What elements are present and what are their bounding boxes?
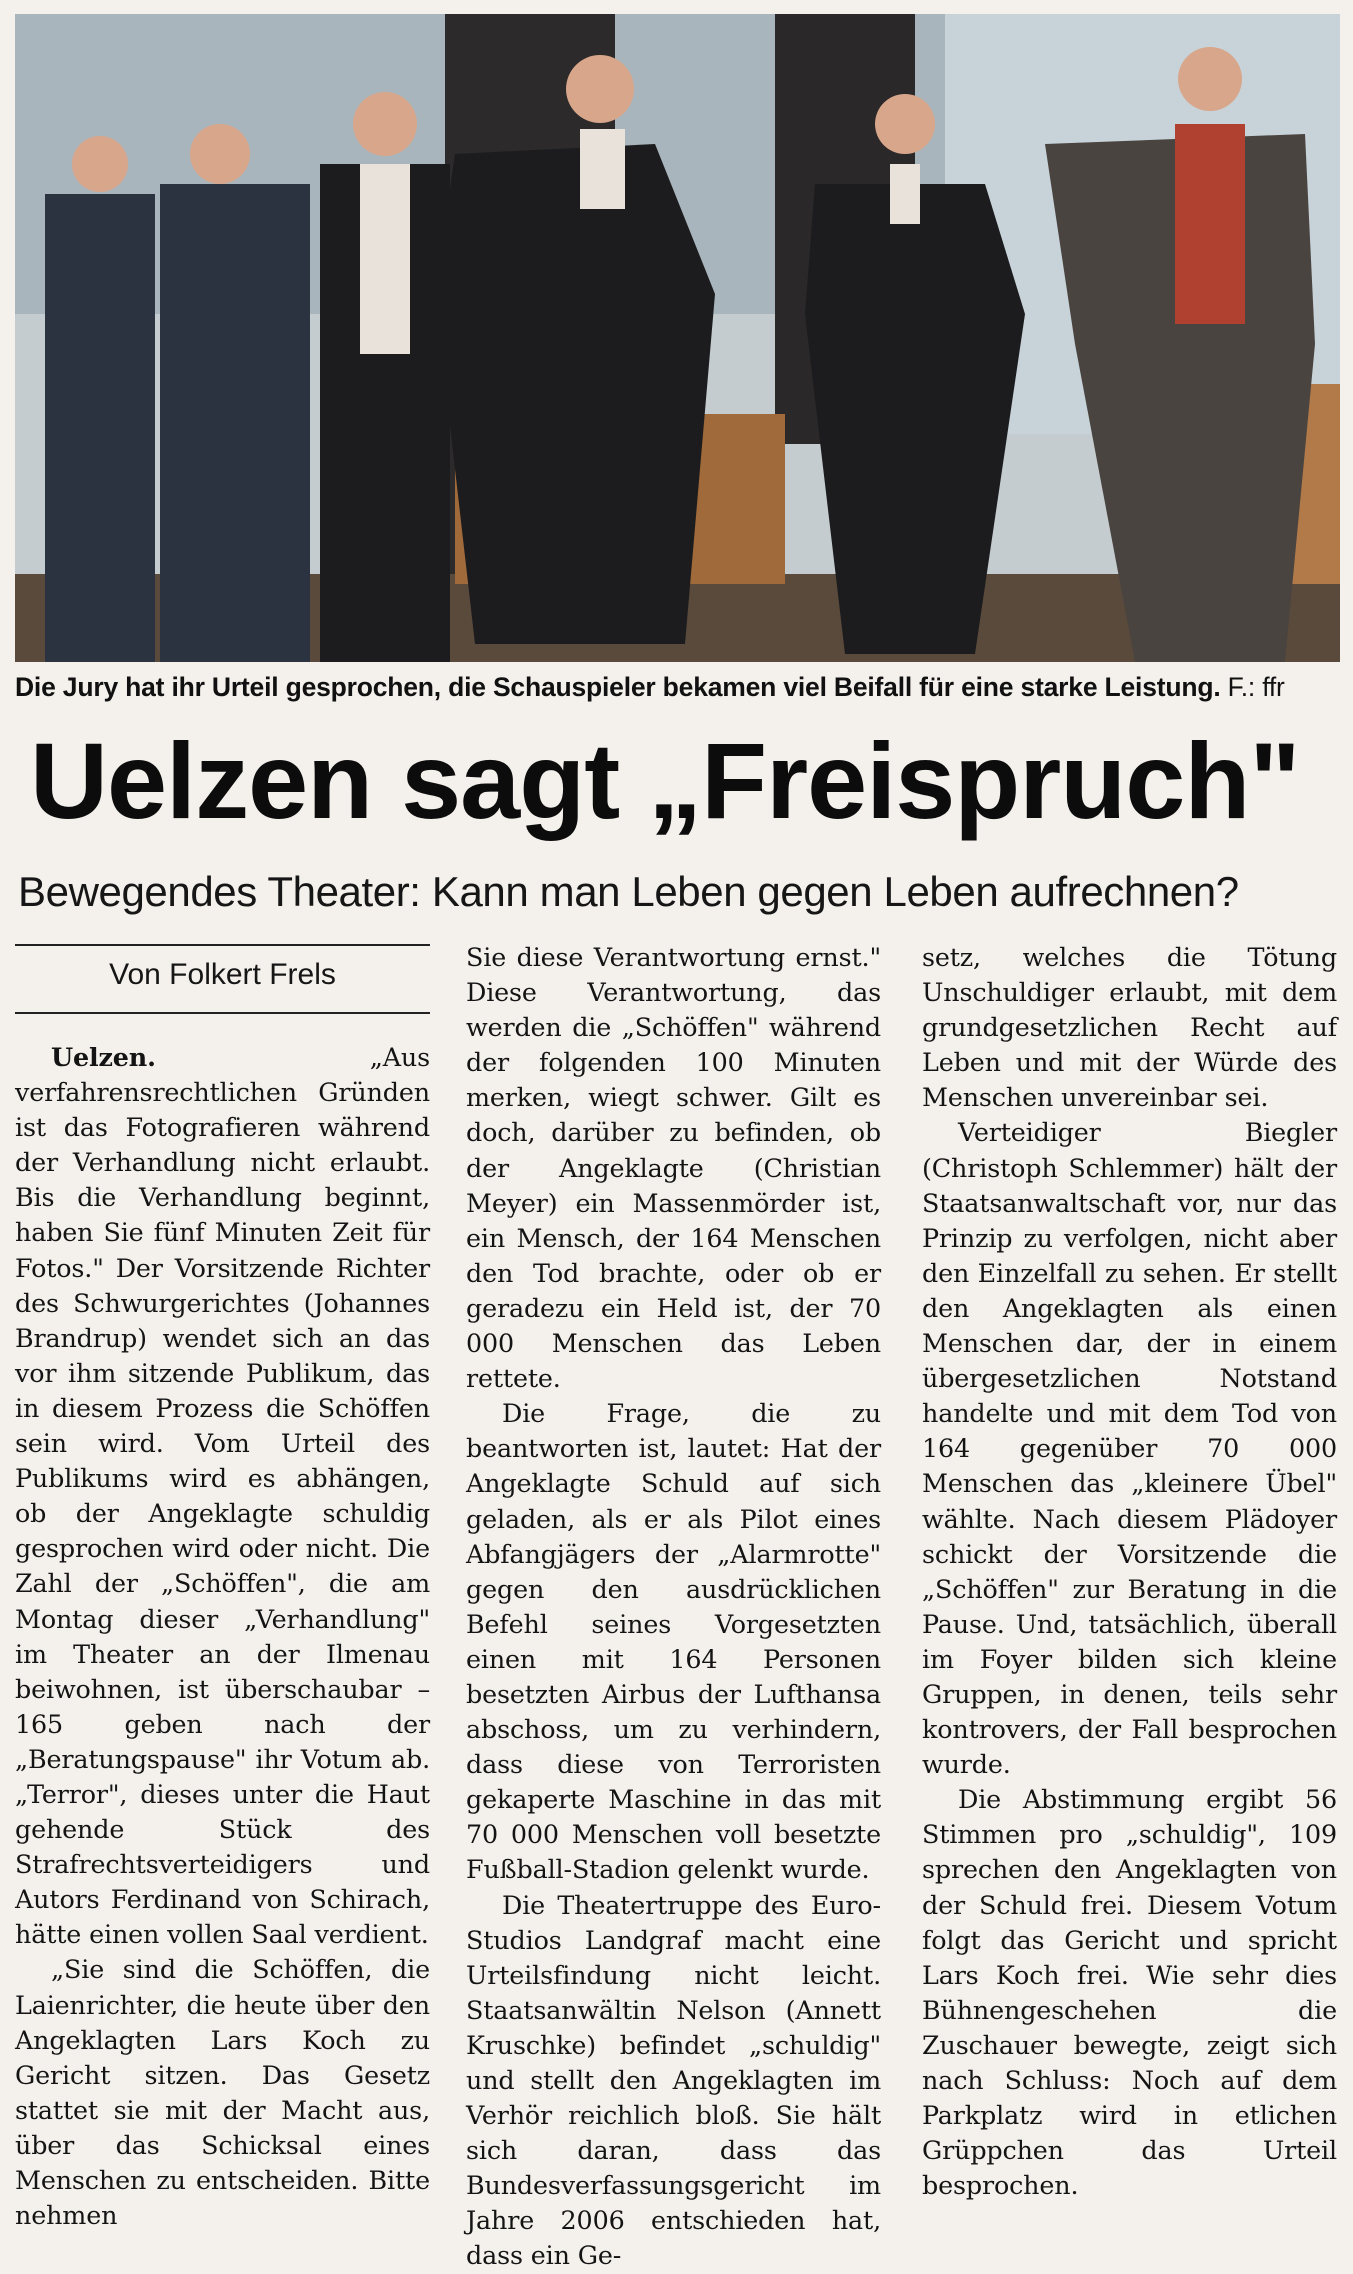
photo-caption [15, 672, 1340, 703]
article-column-3 [922, 940, 1337, 2203]
paragraph: Die Theatertruppe des Euro-Studios Landgraf macht eine Urteilsfindung nicht leicht. Staatsanwältin Nelson (Annett Kruschke) befindet „schuldig" und stellt den Angeklagten im Verhör reichlich bloß. Sie hält sich daran, dass das Bundesverfassungsgericht im Jahre 2006 entschieden hat, dass ein Ge- [466, 1889, 881, 2271]
paragraph: „Sie sind die Schöffen, die Laienrichter, die heute über den Angeklagten Lars Koch zu Gericht sitzen. Das Gesetz stattet sie mit der Macht aus, über das Schicksal eines Menschen zu entscheiden. Bitte nehmen [15, 1954, 430, 2231]
paragraph: Sie diese Verantwortung ernst." Diese Verantwortung, das werden die „Schöffen" während der folgenden 100 Minuten merken, wiegt schwer. Gilt es doch, darüber zu befinden, ob der Angeklagte (Christian Meyer) ein Massenmörder ist, ein Mensch, der 164 Menschen den Tod brachte, oder ob er geradezu ein Held ist, der 70 000 Menschen das Leben rettete. [466, 942, 881, 1394]
article-column-2 [466, 940, 881, 2274]
stage-photo-icon [15, 14, 1340, 662]
dateline: Uelzen. [51, 1042, 156, 1072]
stage-photo [15, 14, 1340, 662]
headline: Uelzen sagt „Freispruch" [30, 720, 1300, 841]
photo-credit: F.: ffr [1227, 672, 1285, 702]
caption-text: Die Jury hat ihr Urteil gesprochen, die Schauspieler bekamen viel Beifall für eine starke Leistung. [15, 672, 1221, 702]
paragraph: Die Frage, die zu beantworten ist, lautet: Hat der Angeklagte Schuld auf sich geladen, als er als Pilot eines Abfangjägers der „Alarmrotte" gegen den ausdrücklichen Befehl seines Vorgesetzten einen mit 164 Personen besetzten Airbus der Lufthansa abschoss, um zu verhindern, dass diese von Terroristen gekaperte Maschine in das mit 70 000 Menschen voll besetzte Fußball-Stadion gelenkt wurde. [466, 1398, 881, 1885]
paragraph: „Aus verfahrensrechtlichen Gründen ist das Fotografieren während der Verhandlung nicht erlaubt. Bis die Verhandlung beginnt, haben Sie fünf Minuten Zeit für Fotos." Der Vorsitzende Richter des Schwurgerichtes (Johannes Brandrup) wendet sich an das vor ihm sitzende Publikum, das in diesem Prozess die Schöffen sein wird. Vom Urteil des Publikums wird es abhängen, ob der Angeklagte schuldig gesprochen wird oder nicht. Die Zahl der „Schöffen", die am Montag dieser „Verhandlung" im Theater an der Ilmenau beiwohnen, ist überschaubar – 165 geben nach der „Beratungspause" ihr Votum ab. „Terror", dieses unter die Haut gehende Stück des Strafrechtsverteidigers und Autors Ferdinand von Schirach, hätte einen vollen Saal verdient. [15, 1042, 430, 1950]
article-column-1 [15, 1040, 430, 2233]
paragraph: setz, welches die Tötung Unschuldiger erlaubt, mit dem grundgesetzlichen Recht auf Leben und mit der Würde des Menschen unvereinbar sei. [922, 942, 1337, 1113]
byline: Von Folkert Frels [109, 958, 336, 991]
subheadline: Bewegendes Theater: Kann man Leben gegen Leben aufrechnen? [18, 868, 1239, 915]
paragraph: Die Abstimmung ergibt 56 Stimmen pro „schuldig", 109 sprechen den Angeklagten von der Schuld frei. Diesem Votum folgt das Gericht und spricht Lars Koch frei. Wie sehr dies Bühnengeschehen die Zuschauer bewegte, zeigt sich nach Schluss: Noch auf dem Parkplatz wird in etlichen Grüppchen das Urteil besprochen. [922, 1784, 1337, 2201]
paragraph: Verteidiger Biegler (Christoph Schlemmer) hält der Staatsanwaltschaft vor, nur das Prinzip zu verfolgen, nicht aber den Einzelfall zu sehen. Er stellt den Angeklagten als einen Menschen dar, der in einem übergesetzlichen Notstand handelte und mit dem Tod von 164 gegenüber 70 000 Menschen das „kleinere Übel" wählte. Nach diesem Plädoyer schickt der Vorsitzende die „Schöffen" zur Beratung in die Pause. Und, tatsächlich, überall im Foyer bilden sich kleine Gruppen, in denen, teils sehr kontrovers, der Fall besprochen wurde. [922, 1117, 1337, 1780]
byline-box [15, 944, 430, 1014]
